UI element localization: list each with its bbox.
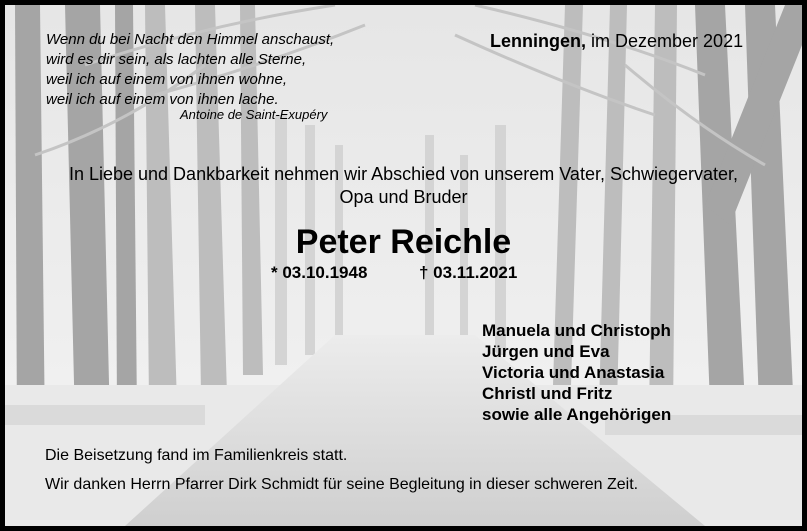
quote-line: weil ich auf einem von ihnen lache. xyxy=(46,91,279,108)
dateline xyxy=(490,31,743,52)
mourner-item: Manuela und Christoph xyxy=(482,321,671,340)
quote-line: weil ich auf einem von ihnen wohne, xyxy=(46,71,287,88)
deceased-name: Peter Reichle xyxy=(295,223,512,261)
birth-date: * 03.10.1948 xyxy=(271,263,368,282)
mourner-item: Jürgen und Eva xyxy=(482,342,610,361)
mourner-item: Christl und Fritz xyxy=(482,384,613,403)
quote-author: Antoine de Saint-Exupéry xyxy=(180,107,328,122)
death-date: † 03.11.2021 xyxy=(419,263,518,282)
mourner-item: sowie alle Angehörigen xyxy=(482,405,672,424)
intro-text xyxy=(5,163,802,209)
quote-line: wird es dir sein, als lachten alle Sterne, xyxy=(46,51,307,68)
burial-note: Die Beisetzung fand im Familienkreis statt. xyxy=(45,447,348,464)
intro-line: In Liebe und Dankbarkeit nehmen wir Abschied von unserem Vater, Schwiegervater, xyxy=(68,164,739,184)
intro-line: Opa und Bruder xyxy=(339,187,468,207)
mourner-item: Victoria und Anastasia xyxy=(482,363,665,382)
dateline-date: im Dezember 2021 xyxy=(591,31,744,51)
quote xyxy=(46,30,334,110)
quote-line: Wenn du bei Nacht den Himmel anschaust, xyxy=(46,31,335,48)
mourners-list xyxy=(482,320,671,425)
dateline-place: Lenningen, xyxy=(490,31,586,51)
thanks-note: Wir danken Herrn Pfarrer Dirk Schmidt für seine Begleitung in dieser schweren Zeit. xyxy=(45,476,639,493)
